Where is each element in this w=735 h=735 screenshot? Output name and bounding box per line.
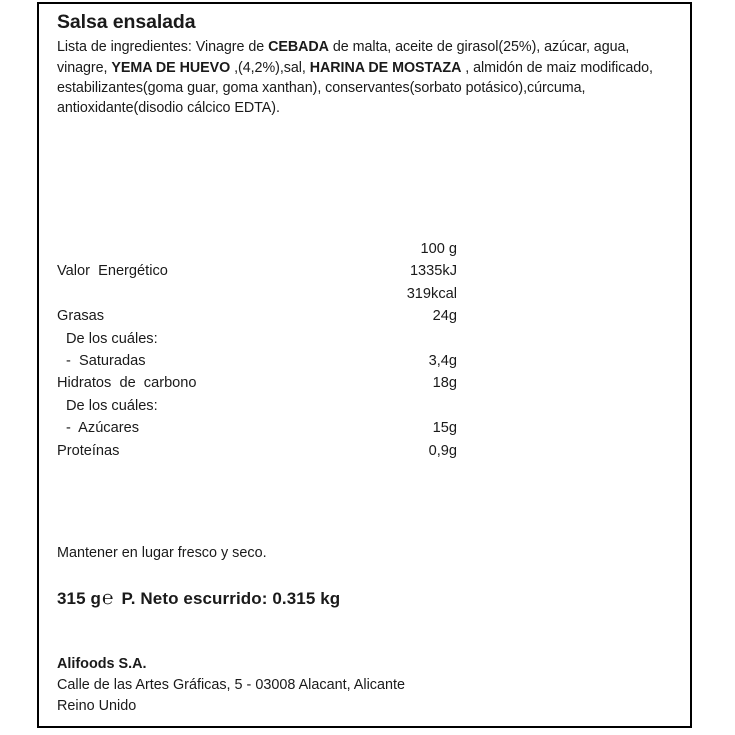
nutrient-label: Proteínas [57, 442, 120, 459]
table-row [57, 421, 457, 443]
page-title: Salsa ensalada [57, 11, 196, 33]
nutrient-value: 15g [432, 420, 457, 437]
nutrition-label-panel [37, 2, 692, 728]
table-row [57, 399, 457, 421]
table-row [57, 309, 457, 331]
nutrient-value: 18g [432, 375, 457, 392]
nutrient-label: - Saturadas [66, 352, 146, 369]
nutrient-value: 0,9g [428, 442, 457, 459]
allergen-harina-de-mostaza: HARINA DE MOSTAZA [309, 59, 462, 76]
nutrition-table [57, 242, 457, 466]
drained-weight-label: P. Neto escurrido: 0.315 kg [121, 589, 341, 608]
nutrition-header-row [57, 242, 457, 264]
ingredients-segment-2: de malta, aceite de girasol(25%), azúcar, agua, vinagre, [57, 39, 630, 76]
ingredients-list [57, 37, 657, 118]
nutrient-label: De los cuáles: [66, 397, 158, 414]
ingredients-segment-3: ,(4,2%),sal, [230, 59, 310, 76]
nutrient-value: 319kcal [406, 285, 457, 302]
nutrient-value: 3,4g [428, 352, 457, 369]
nutrient-label: De los cuáles: [66, 330, 158, 347]
ingredients-prefix: Lista de ingredientes: Vinagre de [57, 39, 269, 56]
allergen-yema-de-huevo: YEMA DE HUEVO [111, 59, 231, 76]
company-name: Alifoods S.A. [57, 656, 147, 672]
net-weight-line [57, 588, 340, 610]
estimated-sign-icon: ℮ [101, 588, 114, 609]
company-address: Calle de las Artes Gráficas, 5 - 03008 Alacant, Alicante [57, 677, 405, 694]
nutrient-label: Grasas [57, 308, 105, 325]
nutrient-value: 1335kJ [409, 263, 457, 280]
allergen-cebada: CEBADA [268, 39, 329, 56]
nutrient-label: Valor Energético [57, 263, 168, 280]
label-header-block [57, 10, 680, 118]
net-weight-value: 315 g [57, 589, 101, 608]
table-row [57, 332, 457, 354]
storage-instructions: Mantener en lugar fresco y seco. [57, 545, 267, 561]
table-row [57, 376, 457, 398]
table-row [57, 264, 457, 286]
manufacturer-info [57, 654, 405, 717]
nutrient-label: Hidratos de carbono [57, 375, 197, 392]
table-row [57, 354, 457, 376]
table-row [57, 287, 457, 309]
nutrient-label: - Azúcares [66, 420, 139, 437]
company-country: Reino Unido [57, 698, 137, 715]
ingredients-segment-4: , almidón de maiz modificado, estabilizantes(goma guar, goma xanthan), conservantes(sorbato potásico),cúrcuma, antioxidante(disodio cálcico EDTA). [57, 59, 653, 117]
nutrient-value: 24g [432, 308, 457, 325]
table-row [57, 444, 457, 466]
nutrition-basis-header: 100 g [420, 241, 457, 257]
nutrition-row-group [57, 264, 457, 466]
